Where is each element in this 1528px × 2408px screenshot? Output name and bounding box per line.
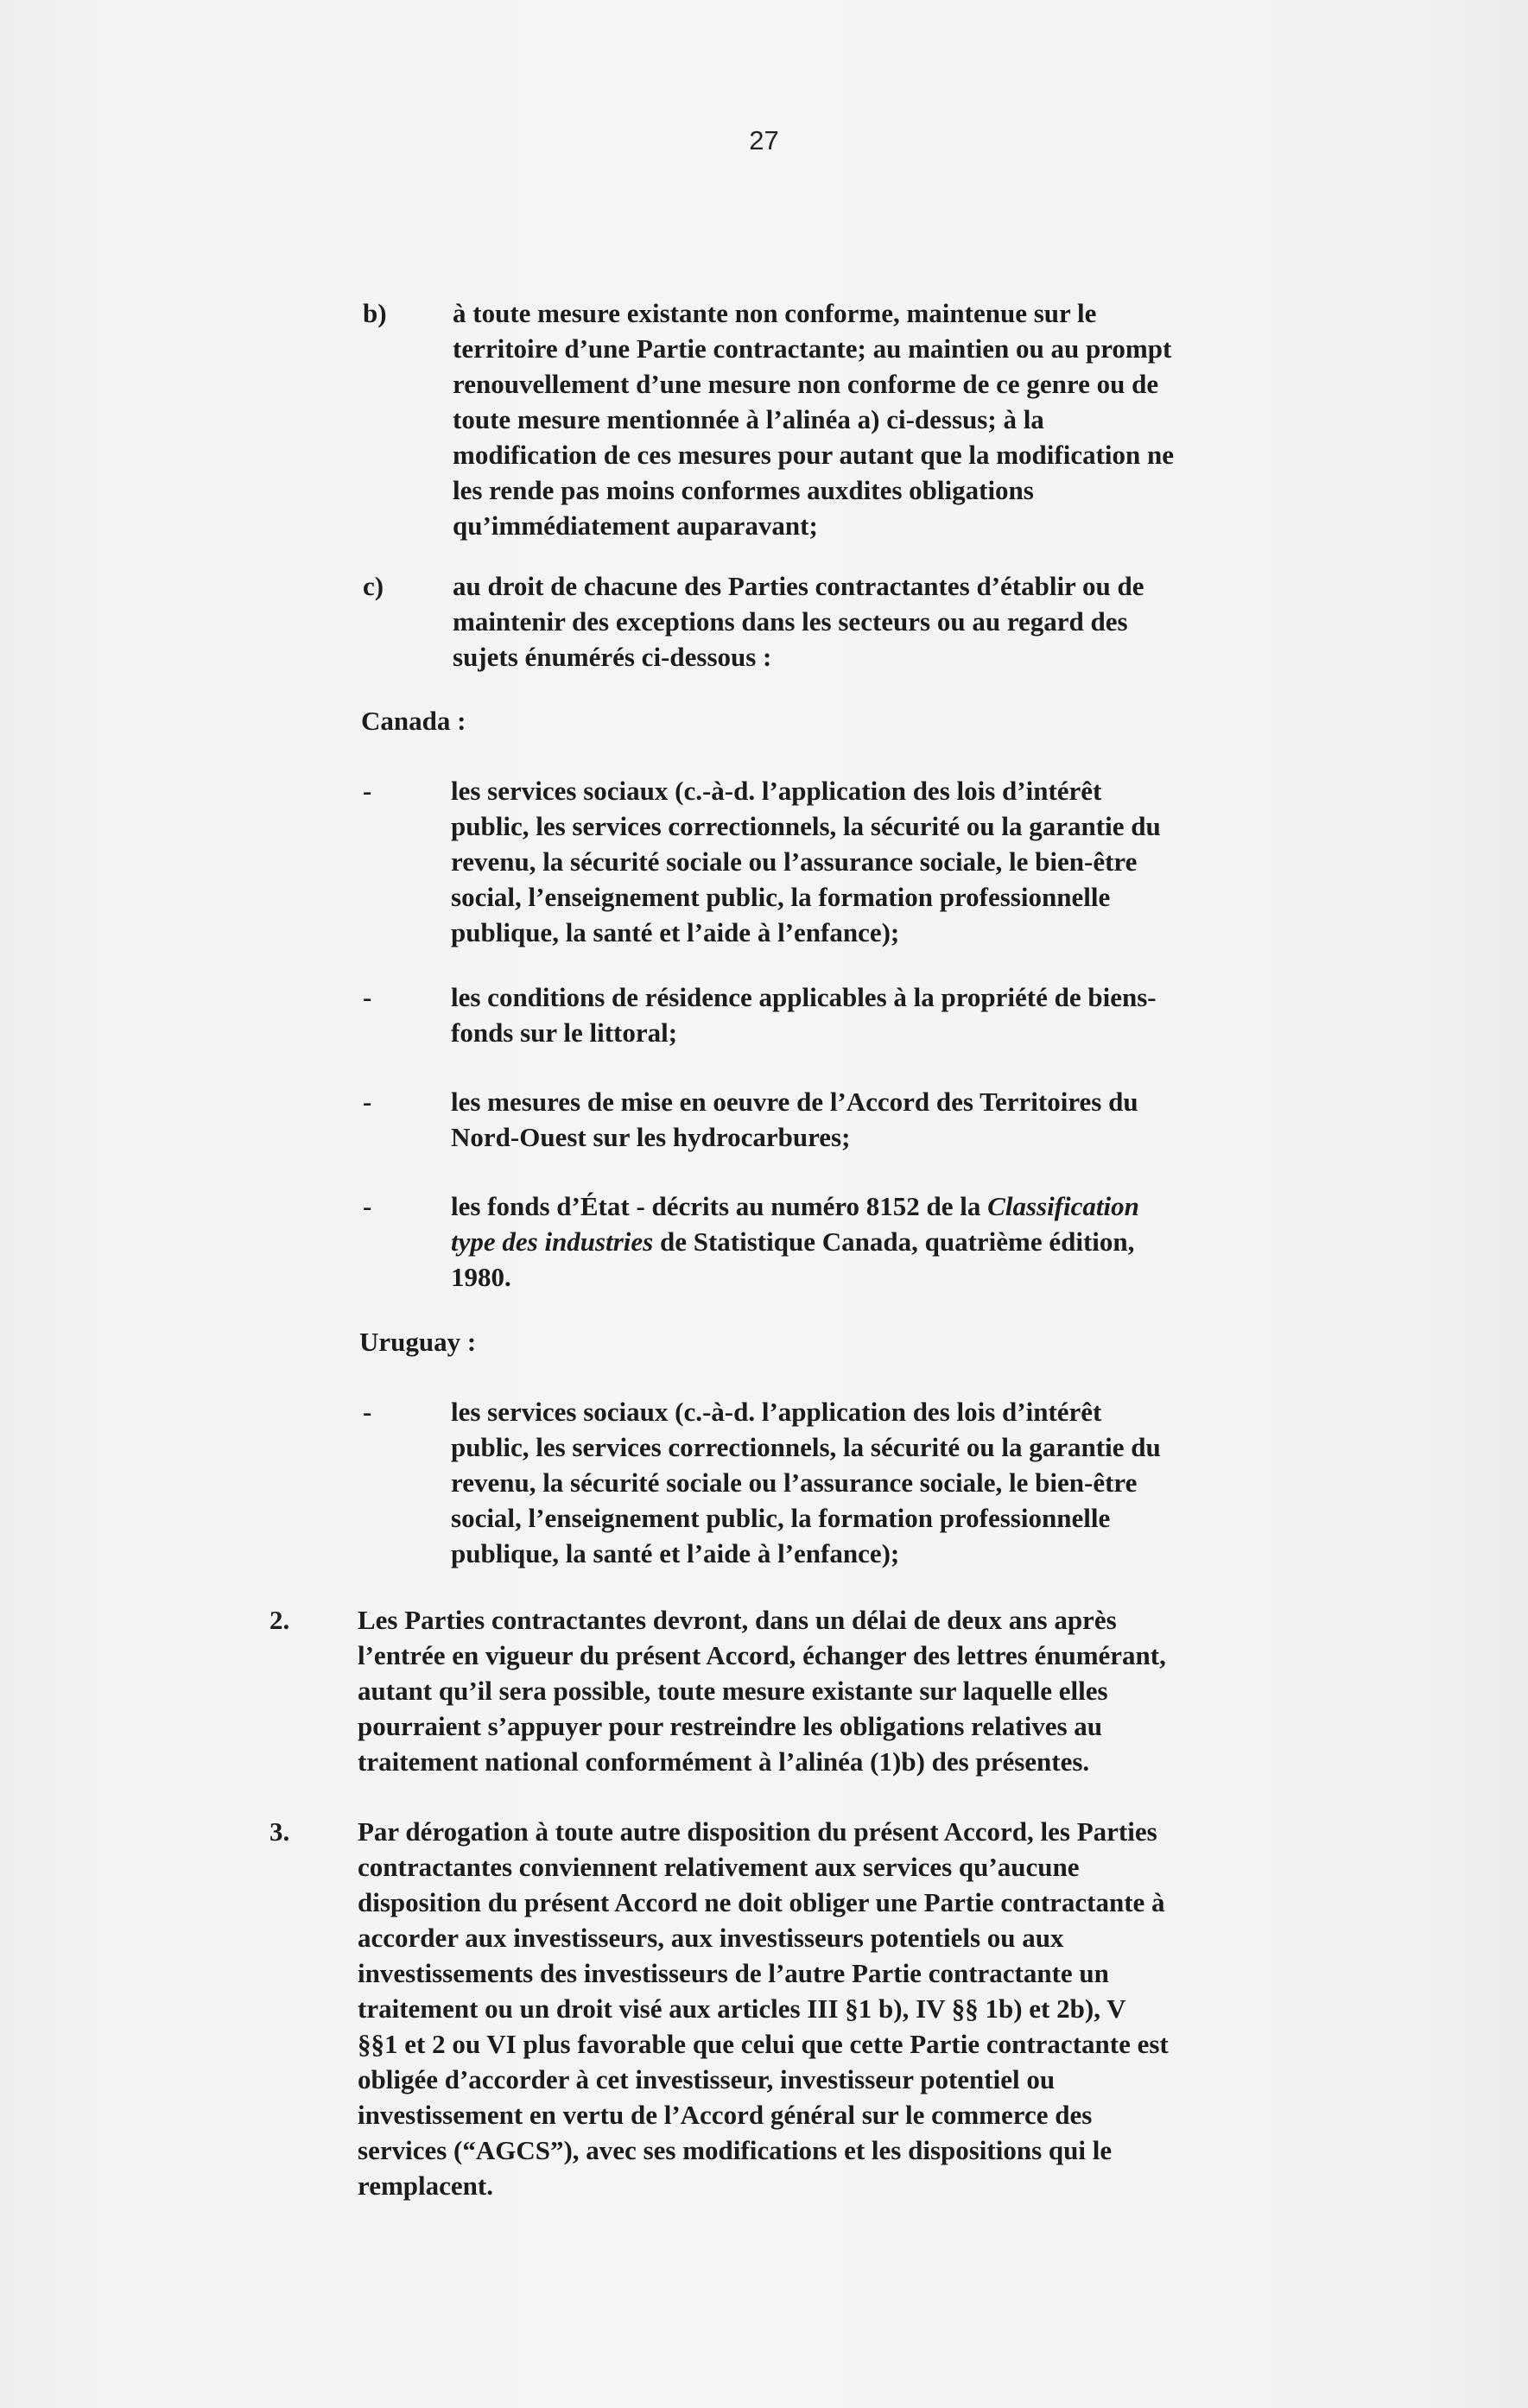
item-b-line: territoire d’une Partie contractante; au maintien ou au prompt <box>453 333 1172 364</box>
item-b-marker: b) <box>363 298 387 328</box>
uruguay-entry-line: revenu, la sécurité sociale ou l’assurance sociale, le bien-être <box>451 1467 1138 1498</box>
canada-entry-line <box>451 1188 1401 1224</box>
item-b-line: qu’immédiatement auparavant; <box>453 510 818 541</box>
canada-entry-line: fonds sur le littoral; <box>451 1017 678 1048</box>
item-b-line: à toute mesure existante non conforme, maintenue sur le <box>453 298 1097 328</box>
canada-entry-3-dash: - <box>363 1087 372 1117</box>
item-b-line: toute mesure mentionnée à l’alinéa a) ci-dessus; à la <box>453 404 1044 434</box>
canada-entry-line: 1980. <box>451 1262 511 1292</box>
canada-entry-2-dash: - <box>363 982 372 1012</box>
uruguay-entry-1-dash: - <box>363 1397 372 1427</box>
uruguay-entry-line: publique, la santé et l’aide à l’enfance); <box>451 1538 900 1568</box>
canada-entry-1-dash: - <box>363 776 372 806</box>
item-b-line: les rende pas moins conformes auxdites obligations <box>453 475 1034 505</box>
item-c-line: maintenir des exceptions dans les secteurs ou au regard des <box>453 606 1128 637</box>
item-b-line: modification de ces mesures pour autant que la modification ne <box>453 440 1175 470</box>
uruguay-entry-line: social, l’enseignement public, la formation professionnelle <box>451 1503 1111 1533</box>
paragraph-line: traitement national conformément à l’alinéa (1)b) des présentes. <box>358 1746 1090 1777</box>
canada-entry-4-dash: - <box>363 1191 372 1221</box>
paragraph-3 <box>358 1814 1308 2203</box>
canada-entry-line: les mesures de mise en oeuvre de l’Accord des Territoires du <box>451 1087 1138 1117</box>
paragraph-line: investissements des investisseurs de l’autre Partie contractante un <box>358 1958 1109 1988</box>
canada-entry-line: revenu, la sécurité sociale ou l’assurance sociale, le bien-être <box>451 846 1138 877</box>
canada-entry-line: publique, la santé et l’aide à l’enfance); <box>451 917 900 947</box>
canada-entry-4-text: de Statistique Canada, quatrième édition, <box>653 1226 1135 1257</box>
canada-entry-line: social, l’enseignement public, la formation professionnelle <box>451 882 1111 912</box>
paragraph-line: pourraient s’appuyer pour restreindre les obligations relatives au <box>358 1711 1103 1741</box>
paragraph-line: accorder aux investisseurs, aux investisseurs potentiels ou aux <box>358 1923 1064 1953</box>
canada-entry-4-text: les fonds d’État - décrits au numéro 8152 de la <box>451 1191 988 1221</box>
canada-entry-line <box>451 1224 1401 1259</box>
canada-entry-line: les services sociaux (c.-à-d. l’application des lois d’intérêt <box>451 776 1102 806</box>
classification-title: Classification <box>987 1191 1139 1221</box>
uruguay-entry-line: les services sociaux (c.-à-d. l’application des lois d’intérêt <box>451 1397 1102 1427</box>
item-c-marker: c) <box>363 571 384 601</box>
paragraph-3-number: 3. <box>269 1816 290 1847</box>
paragraph-line: remplacent. <box>358 2170 493 2201</box>
item-c-line: au droit de chacune des Parties contractantes d’établir ou de <box>453 571 1144 601</box>
paragraph-line: services (“AGCS”), avec ses modifications et les dispositions qui le <box>358 2135 1113 2165</box>
canada-entry-line: Nord-Ouest sur les hydrocarbures; <box>451 1122 851 1152</box>
uruguay-entry-1 <box>451 1394 1401 1571</box>
canada-entry-3 <box>451 1084 1401 1155</box>
uruguay-entry-line: public, les services correctionnels, la sécurité ou la garantie du <box>451 1432 1161 1462</box>
canada-entry-2 <box>451 979 1401 1050</box>
paragraph-2 <box>358 1602 1308 1779</box>
item-c-text <box>453 568 1403 675</box>
item-c-line: sujets énumérés ci-dessous : <box>453 642 772 672</box>
item-b-text <box>453 295 1403 543</box>
paragraph-line: investissement en vertu de l’Accord général sur le commerce des <box>358 2100 1093 2130</box>
page-number: 27 <box>749 125 779 155</box>
canada-heading: Canada : <box>361 706 466 736</box>
canada-entry-4 <box>451 1188 1401 1295</box>
item-b-line: renouvellement d’une mesure non conforme de ce genre ou de <box>453 369 1159 399</box>
canada-entry-1 <box>451 773 1401 950</box>
canada-entry-line: les conditions de résidence applicables à la propriété de biens- <box>451 982 1157 1012</box>
classification-title: type des industries <box>451 1226 654 1257</box>
paragraph-line: Par dérogation à toute autre disposition du présent Accord, les Parties <box>358 1816 1157 1847</box>
paragraph-line: l’entrée en vigueur du présent Accord, échanger des lettres énumérant, <box>358 1640 1166 1670</box>
paragraph-line: obligée d’accorder à cet investisseur, investisseur potentiel ou <box>358 2064 1056 2094</box>
paragraph-line: contractantes conviennent relativement aux services qu’aucune <box>358 1852 1080 1882</box>
paragraph-line: autant qu’il sera possible, toute mesure existante sur laquelle elles <box>358 1676 1108 1706</box>
paragraph-line: §§1 et 2 ou VI plus favorable que celui que cette Partie contractante est <box>358 2029 1169 2059</box>
uruguay-heading: Uruguay : <box>359 1327 477 1357</box>
paragraph-2-number: 2. <box>269 1605 290 1635</box>
paragraph-line: traitement ou un droit visé aux articles III §1 b), IV §§ 1b) et 2b), V <box>358 1993 1126 2024</box>
canada-entry-line: public, les services correctionnels, la sécurité ou la garantie du <box>451 811 1161 841</box>
paragraph-line: disposition du présent Accord ne doit obliger une Partie contractante à <box>358 1887 1165 1917</box>
paragraph-line: Les Parties contractantes devront, dans un délai de deux ans après <box>358 1605 1117 1635</box>
